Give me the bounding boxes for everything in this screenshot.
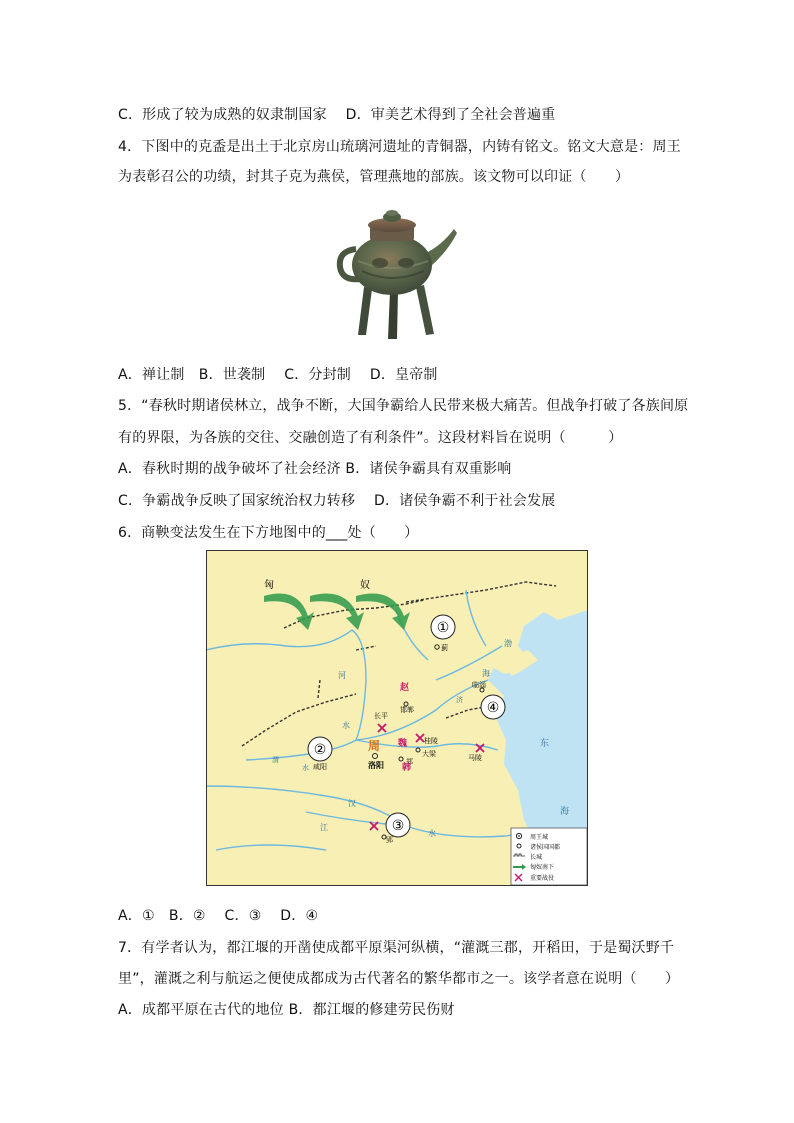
q4-stem-1: 4．下图中的克盉是出土于北京房山琉璃河遗址的青铜器，内铸有铭文。铭文大意是：周王 <box>118 139 681 155</box>
label-zhao: 赵 <box>400 683 410 693</box>
marker-3 <box>386 813 410 837</box>
legend-label-2: 长城 <box>530 854 543 861</box>
label-wei-river: 渭 <box>272 756 279 764</box>
label-ji-river: 济 <box>456 696 463 704</box>
label-shui: 水 <box>342 721 350 730</box>
label-linzi: 临淄 <box>472 681 486 689</box>
q7-stem-1: 7．有学者认为，都江堰的开凿使成都平原渠河纵横，“灌溉三郡，开稻田，于是蜀沃野千 <box>118 940 675 956</box>
q4-options: A．禅让制 B．世袭制 C．分封制 D．皇帝制 <box>118 367 438 383</box>
svg-text:①: ① <box>436 620 450 636</box>
legend-label-0: 周王城 <box>530 834 549 841</box>
label-bo: 渤 <box>504 639 512 648</box>
label-wei-state: 魏 <box>398 739 408 749</box>
q5-stem-1: 5．“春秋时期诸侯林立，战争不断，大国争霸给人民带来极大痛苦。但战争打破了各族间原 <box>118 398 689 414</box>
q5-options-ab: A．春秋时期的战争破坏了社会经济 B．诸侯争霸具有双重影响 <box>118 461 512 477</box>
label-daliang: 大梁 <box>422 750 436 758</box>
label-changping: 长平 <box>374 712 388 720</box>
q4-stem-2: 为表彰召公的功绩，封其子克为燕侯，管理燕地的部族。该文物可以印证（ ） <box>118 169 630 185</box>
q5-options-cd: C．争霸战争反映了国家统治权力转移 D．诸侯争霸不利于社会发展 <box>118 493 556 509</box>
label-ji: 蓟 <box>441 644 448 652</box>
label-guiling: 桂陵 <box>424 737 438 745</box>
label-hai-east: 海 <box>560 807 570 817</box>
label-weishui: 水 <box>302 764 309 772</box>
label-xiong: 匈 <box>264 580 274 591</box>
label-han-river: 汉 <box>348 799 356 808</box>
label-zheng: 郑 <box>406 758 413 766</box>
marker-2 <box>308 737 332 761</box>
label-hai-bo: 海 <box>482 669 490 678</box>
bronze-vessel-image <box>334 205 458 341</box>
label-handan: 邯郸 <box>400 706 414 714</box>
label-han-state: 韩 <box>402 763 412 773</box>
marker-4 <box>481 695 505 719</box>
label-nu: 奴 <box>360 580 370 591</box>
label-dong: 东 <box>540 739 550 749</box>
marker-1 <box>431 615 455 639</box>
q6-stem: 6．商鞅变法发生在下方地图中的___处（ ） <box>118 525 419 541</box>
q6-options: A．① B．② C．③ D．④ <box>118 908 319 924</box>
label-jiang-shui: 水 <box>428 829 436 838</box>
svg-text:③: ③ <box>391 818 405 834</box>
q3-option-cd: C．形成了较为成熟的奴隶制国家 D．审美艺术得到了全社会普遍重 <box>118 107 556 123</box>
label-ying: 郢 <box>386 836 393 844</box>
legend-label-4: 重要战役 <box>530 875 555 882</box>
warring-states-map <box>206 550 588 886</box>
legend-label-3: 匈奴南下 <box>530 864 555 871</box>
label-xianyang: 咸阳 <box>313 763 327 771</box>
q5-stem-2: 有的界限，为各族的交往、交融创造了有利条件”。这段材料旨在说明（ ） <box>118 430 623 446</box>
q7-stem-2: 里”，灌溉之利与航运之便使成都成为古代著名的繁华都市之一。该学者意在说明（ ） <box>118 971 680 987</box>
label-jiang: 江 <box>320 823 328 832</box>
label-luoyang: 洛阳 <box>368 761 384 770</box>
svg-text:④: ④ <box>486 700 500 716</box>
label-zhou: 周 <box>368 739 381 753</box>
svg-text:②: ② <box>313 742 327 758</box>
map-legend <box>511 828 587 885</box>
label-maling: 马陵 <box>468 754 482 762</box>
legend-label-1: 诸侯国国都 <box>530 844 561 851</box>
q7-options-ab: A．成都平原在古代的地位 B．都江堰的修建劳民伤财 <box>118 1002 455 1018</box>
label-he: 河 <box>338 671 346 680</box>
